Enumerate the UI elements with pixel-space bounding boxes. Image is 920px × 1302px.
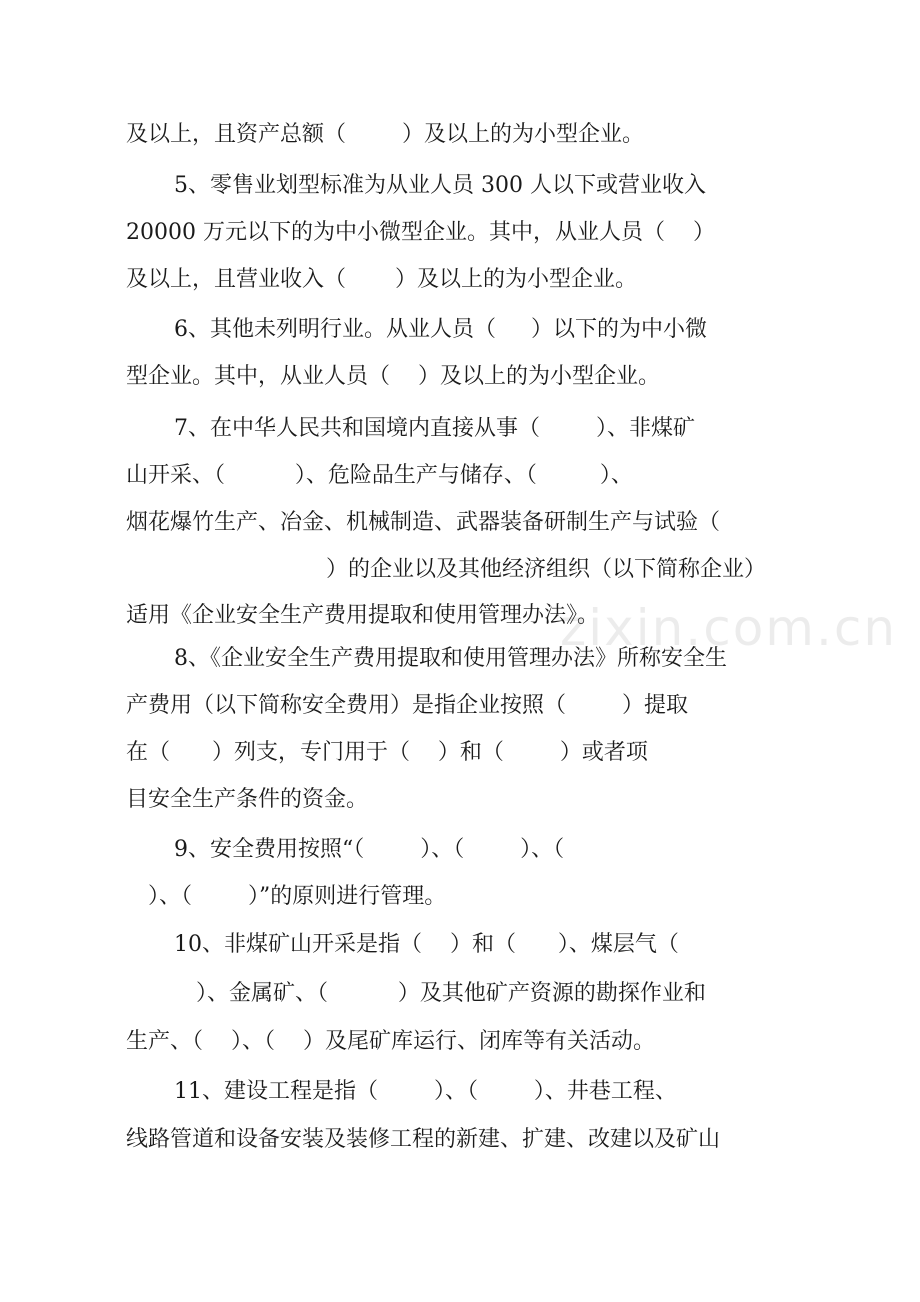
text-line-21: 11、建设工程是指（ ）、（ ）、井巷工程、	[174, 1079, 677, 1104]
text-line-3: 20000 万元以下的为中小微型企业。其中，从业人员（ ）	[126, 220, 715, 245]
text-line-14: 在（ ）列支，专门用于（ ）和（ ）或者项	[126, 740, 648, 765]
text-line-17: ）、（ ）”的原则进行管理。	[148, 884, 447, 909]
text-line-4: 及以上，且营业收入（ ）及以上的为小型企业。	[126, 267, 637, 292]
text-line-18: 10、非煤矿山开采是指（ ）和（ ）、煤层气（	[174, 932, 679, 957]
text-line-2: 5、零售业划型标准为从业人员 300 人以下或营业收入	[174, 173, 706, 198]
text-line-1: 及以上，且资产总额（ ）及以上的为小型企业。	[126, 122, 644, 147]
text-line-6: 型企业。其中，从业人员（ ）及以上的为小型企业。	[126, 364, 660, 389]
text-line-8: 山开采、（ ）、危险品生产与储存、（ ）、	[126, 463, 633, 488]
text-line-12: 8、《企业安全生产费用提取和使用管理办法》所称安全生	[174, 646, 727, 671]
text-line-10: ）的企业以及其他经济组织（以下简称企业）	[326, 557, 767, 582]
watermark: zixin.com.cn	[560, 599, 898, 657]
text-line-11: 适用《企业安全生产费用提取和使用管理办法》。	[126, 603, 600, 628]
text-line-5: 6、其他未列明行业。从业人员（ ）以下的为中小微	[174, 317, 707, 342]
text-line-15: 目安全生产条件的资金。	[126, 787, 369, 812]
text-line-19: ）、金属矿、（ ）及其他矿产资源的勘探作业和	[196, 981, 706, 1006]
text-line-9: 烟花爆竹生产、冶金、机械制造、武器装备研制生产与试验（	[126, 510, 721, 535]
text-line-7: 7、在中华人民共和国境内直接从事（ ）、非煤矿	[174, 416, 695, 441]
text-line-16: 9、安全费用按照“（ ）、（ ）、（	[174, 837, 565, 862]
text-line-13: 产费用（以下简称安全费用）是指企业按照（ ）提取	[126, 693, 688, 718]
text-line-20: 生产、（ ）、（ ）及尾矿库运行、闭库等有关活动。	[126, 1029, 655, 1054]
text-line-22: 线路管道和设备安装及装修工程的新建、扩建、改建以及矿山	[126, 1127, 721, 1152]
